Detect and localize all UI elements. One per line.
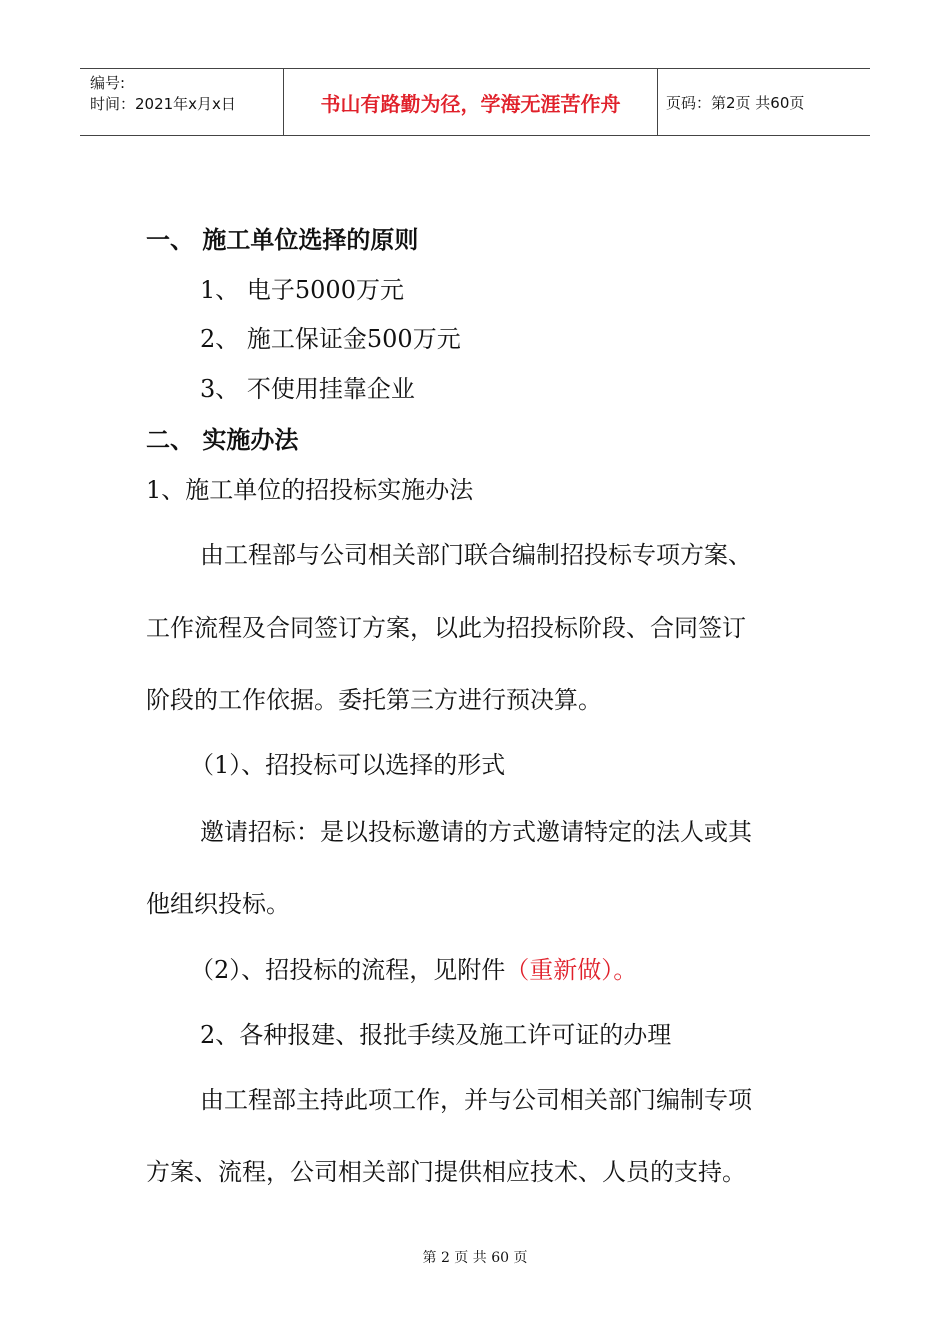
redo-note: （重新做）。 [505,956,638,984]
subsection-2-title: 2、各种报建、报批手续及施工许可证的办理 [200,1021,672,1049]
bidding-process-text: （2）、招投标的流程，见附件 [190,956,506,984]
bidding-forms-item: （1）、招投标可以选择的形式 [190,751,506,779]
header-left-cell [80,69,284,135]
paragraph-1-line-2: 工作流程及合同签订方案，以此为招投标阶段、合同签订 [146,614,746,642]
invite-bidding-line-1: 邀请招标：是以投标邀请的方式邀请特定的法人或其 [200,818,752,846]
paragraph-1-line-1: 由工程部与公司相关部门联合编制招投标专项方案、 [200,541,752,569]
paragraph-1-line-3: 阶段的工作依据。委托第三方进行预决算。 [146,686,602,714]
section-1-title: 一、 施工单位选择的原则 [146,225,419,254]
header-page-info: 页码：第2页 共60页 [666,93,805,112]
principle-item-1: 1、 电子5000万元 [200,276,404,304]
paragraph-2-line-1: 由工程部主持此项工作，并与公司相关部门编制专项 [200,1086,752,1114]
principle-item-2: 2、 施工保证金500万元 [200,325,461,353]
document-time-label: 时间：2021年x月x日 [90,95,236,113]
header-motto: 书山有路勤为径，学海无涯苦作舟 [284,69,658,135]
bidding-process-item [190,950,637,985]
principle-item-3: 3、 不使用挂靠企业 [200,375,415,403]
page-footer: 第 2 页 共 60 页 [422,1250,528,1266]
paragraph-2-line-2: 方案、流程，公司相关部门提供相应技术、人员的支持。 [146,1158,746,1186]
invite-bidding-line-2: 他组织投标。 [146,890,290,918]
document-header [80,68,870,136]
subsection-1-title: 1、施工单位的招投标实施办法 [146,476,474,504]
section-2-title: 二、 实施办法 [146,425,299,454]
document-number-label: 编号: [90,74,126,92]
